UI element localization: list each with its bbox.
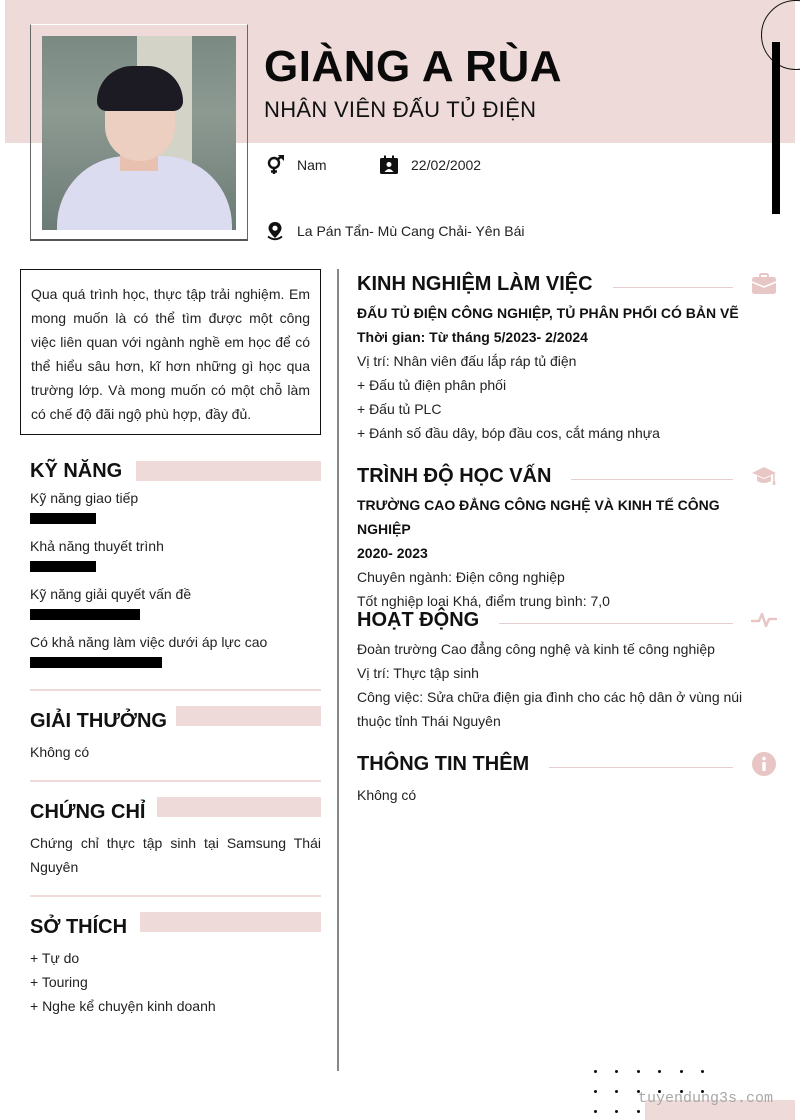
- experience-line: + Đánh số đầu dây, bóp đầu cos, cắt máng nhựa: [357, 425, 660, 441]
- activity-line: Công việc: Sửa chữa điện gia đình cho các hộ dân ở vùng núi thuộc tỉnh Thái Nguyên: [357, 689, 743, 729]
- skill-name: Kỹ năng giao tiếp: [30, 490, 139, 506]
- graduation-cap-icon: [751, 463, 777, 489]
- section-divider: [30, 689, 321, 691]
- hobby-item: + Touring: [30, 974, 88, 990]
- skill-level-bar: [30, 657, 162, 668]
- experience-line: + Đấu tủ điện phân phối: [357, 377, 507, 393]
- skill-name: Có khả năng làm việc dưới áp lực cao: [30, 634, 268, 650]
- skills-list: [30, 490, 321, 668]
- title-accent: [157, 797, 321, 817]
- awards-section: [30, 706, 321, 764]
- hobbies-list: [30, 946, 321, 1018]
- skill-name: Kỹ năng giải quyết vấn đề: [30, 586, 192, 602]
- section-divider: [30, 780, 321, 782]
- briefcase-icon: [751, 271, 777, 297]
- experience-line: + Đấu tủ PLC: [357, 401, 442, 417]
- title-accent: [140, 912, 321, 932]
- skill-name: Khả năng thuyết trình: [30, 538, 164, 554]
- hobby-item: + Tự do: [30, 950, 80, 966]
- education-line: Chuyên ngành: Điện công nghiệp: [357, 569, 565, 585]
- experience-section: [357, 269, 777, 445]
- additional-info-content: Không có: [357, 787, 417, 803]
- awards-content: Không có: [30, 744, 90, 760]
- map-marker-icon: [265, 221, 285, 241]
- section-divider: [30, 895, 321, 897]
- title-rule: [549, 767, 733, 768]
- skill-level-bar: [30, 561, 96, 572]
- candidate-name: GIÀNG A RÙA: [264, 42, 563, 91]
- gender-info: [265, 155, 327, 175]
- experience-title: KINH NGHIỆM LÀM VIỆC: [357, 269, 777, 299]
- activity-line: Vị trí: Thực tập sinh: [357, 665, 479, 681]
- certificates-title: CHỨNG CHỈ: [30, 797, 321, 827]
- skill-level-bar: [30, 513, 96, 524]
- watermark: tuyendung3s.com: [638, 1090, 774, 1107]
- activities-title: HOẠT ĐỘNG: [357, 605, 777, 635]
- education-period: 2020- 2023: [357, 545, 428, 561]
- education-section: [357, 461, 777, 613]
- avatar-photo: [42, 36, 236, 230]
- gender-value: Nam: [297, 157, 327, 173]
- awards-title: GIẢI THƯỞNG: [30, 706, 321, 736]
- certificates-section: [30, 797, 321, 879]
- heartbeat-icon: [751, 607, 777, 633]
- education-line: Tốt nghiệp loại Khá, điểm trung bình: 7,0: [357, 593, 610, 609]
- address-value: La Pán Tẩn- Mù Cang Chải- Yên Bái: [297, 223, 525, 239]
- column-divider: [337, 269, 339, 1071]
- hobby-item: + Nghe kể chuyện kinh doanh: [30, 998, 216, 1014]
- hobbies-section: [30, 912, 321, 1018]
- experience-company: ĐẤU TỦ ĐIỆN CÔNG NGHIỆP, TỦ PHÂN PHỐI CÓ BẢN VẼ: [357, 305, 739, 321]
- education-title: TRÌNH ĐỘ HỌC VẤN: [357, 461, 777, 491]
- activities-section: [357, 605, 777, 733]
- info-icon: [751, 751, 777, 777]
- title-rule: [613, 287, 733, 288]
- job-title: NHÂN VIÊN ĐẤU TỦ ĐIỆN: [264, 97, 537, 122]
- skill-level-bar: [30, 609, 140, 620]
- dob-info: [379, 155, 481, 175]
- experience-period: Thời gian: Từ tháng 5/2023- 2/2024: [357, 329, 588, 345]
- title-rule: [571, 479, 733, 480]
- additional-info-title: THÔNG TIN THÊM: [357, 749, 777, 779]
- title-rule: [499, 623, 733, 624]
- title-accent: [136, 461, 321, 481]
- address-info: [265, 221, 525, 241]
- skills-title: KỸ NĂNG: [30, 456, 321, 486]
- calendar-user-icon: [379, 155, 399, 175]
- education-school: TRƯỜNG CAO ĐẲNG CÔNG NGHỆ VÀ KINH TẾ CÔNG NGHIỆP: [357, 497, 720, 537]
- experience-line: Vị trí: Nhân viên đấu lắp ráp tủ điện: [357, 353, 577, 369]
- career-objective: Qua quá trình học, thực tập trải nghiệm. Em mong muốn là có thể tìm được một công việc liên quan với ngành nghề em học để có thể hiểu sâu hơn, kĩ hơn những gì học qua trường lớp. Và mong muốn có một chỗ làm có chế độ đãi ngộ phù hợp, đầy đủ.: [20, 269, 321, 435]
- gender-icon: [265, 155, 285, 175]
- activity-line: Đoàn trường Cao đẳng công nghệ và kinh tế công nghiệp: [357, 641, 715, 657]
- hobbies-title: SỞ THÍCH: [30, 912, 321, 942]
- additional-info-section: [357, 749, 777, 807]
- decorative-bar: [772, 42, 780, 214]
- skills-section: [30, 456, 321, 682]
- dob-value: 22/02/2002: [411, 157, 482, 173]
- title-accent: [176, 706, 321, 726]
- certificates-content: Chứng chỉ thực tập sinh tại Samsung Thái Nguyên: [30, 835, 321, 875]
